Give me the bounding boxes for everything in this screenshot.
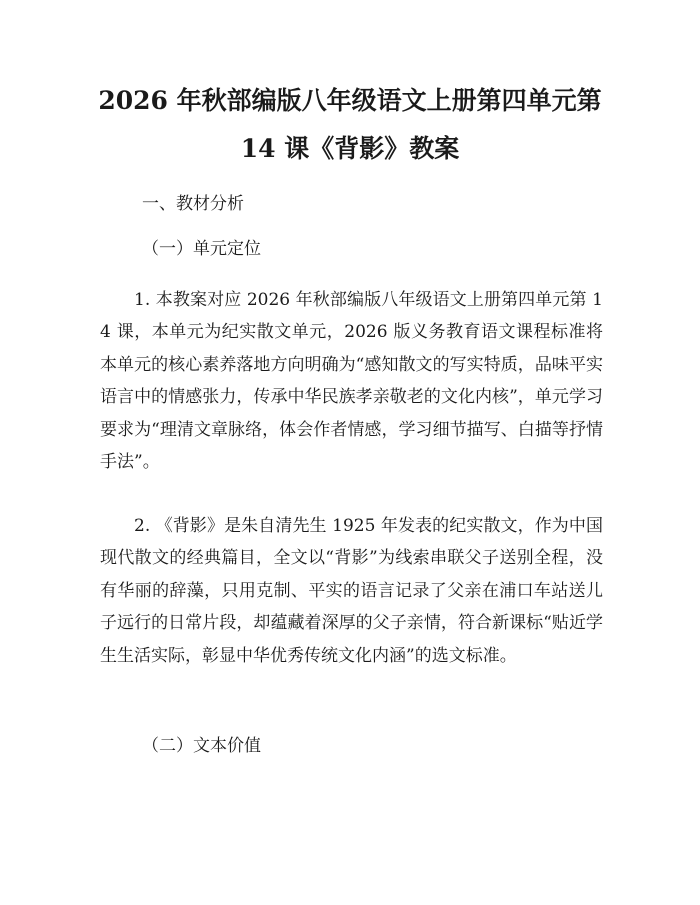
document-title-line-1: 2026 年秋部编版八年级语文上册第四单元第 [98, 86, 602, 115]
paragraph-text-background: 2. 《背影》是朱自清先生 1925 年发表的纪实散文，作为中国现代散文的经典篇目，全文以“背影”为线索串联父子送别全程，没有华丽的辞藻，只用克制、平实的语言记录了父亲在浦口车站送儿子远行的日常片段，却蕴藏着深厚的父子亲情，符合新课标“贴近学生生活实际，彰显中华优秀传统文化内涵”的选文标准。 [100, 516, 603, 666]
subsection-heading-text-value: （二）文本价值 [142, 736, 261, 756]
document-title-line-2: 14 课《背影》教案 [240, 134, 460, 163]
paragraph-unit-positioning: 1. 本教案对应 2026 年秋部编版八年级语文上册第四单元第 14 课，本单元为纪实散文单元，2026 版义务教育语文课程标准将本单元的核心素养落地方向明确为“感知散文的写实特质，品味平实语言中的情感张力，传承中华民族孝亲敬老的文化内核”，单元学习要求为“理清文章脉络，体会作者情感，学习细节描写、白描等抒情手法”。 [100, 290, 603, 473]
section-heading-teaching-material-analysis: 一、教材分析 [142, 194, 244, 214]
subsection-heading-unit-positioning: （一）单元定位 [142, 239, 261, 259]
